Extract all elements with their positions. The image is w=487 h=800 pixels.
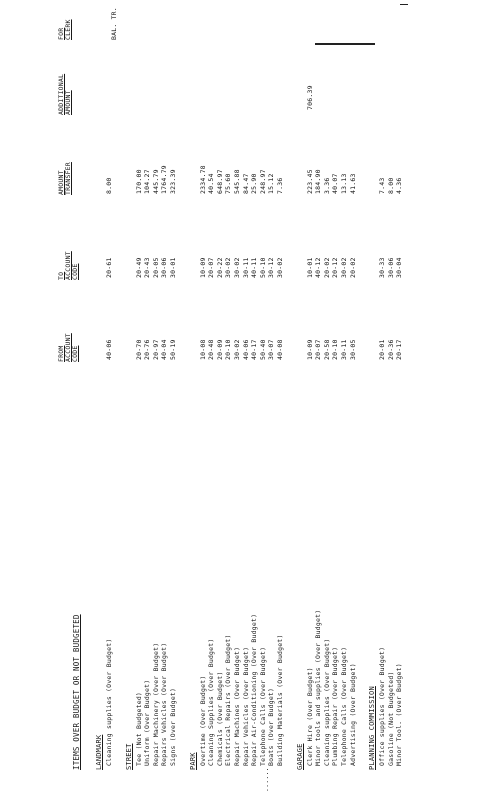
to-account-code: 20-43 (143, 257, 152, 278)
to-account-code: 20-02 (348, 257, 357, 278)
from-account-code: 20-36 (386, 339, 395, 360)
item-label: Building Materials (Over Budget) (276, 634, 284, 766)
item-label: Cleaning supplies (Over Budget) (322, 638, 331, 766)
item-label: Overtime (Over Budget) (198, 675, 207, 766)
to-account-code: 40-12 (314, 257, 323, 278)
section-heading: GARAGE (295, 743, 304, 770)
from-account-code: 20-48 (207, 339, 216, 360)
transfer-amount: 545.88 (233, 169, 241, 194)
section-heading: STREET (124, 743, 133, 770)
item-label: Electrical Repairs (Over Budget) (224, 634, 233, 766)
transfer-amount: 15.12 (267, 173, 276, 194)
from-account-code: 20-76 (143, 339, 152, 360)
from-account-code: 10-08 (198, 339, 207, 360)
section-heading: PLANNING COMMISSION (368, 686, 377, 770)
item-label: Tee (Not Budgeted) (134, 691, 143, 766)
header-to-code: TO ACCOUNT CODE (57, 251, 79, 280)
to-account-code: 30-33 (378, 257, 387, 278)
transfer-amount: 104.27 (143, 169, 152, 194)
item-label: Cleaning supplies (Over Budget) (105, 638, 113, 766)
to-account-code: 20-02 (322, 257, 331, 278)
header-for-clerk: FOR CLERK (57, 19, 72, 40)
item-label: Repair Vehicles (Over Budget) (241, 646, 250, 766)
footer-dots: ...... (262, 767, 270, 792)
item-label: Repairs Vehicles (Over Budget) (160, 642, 169, 766)
transfer-amount: 170.00 (134, 169, 143, 194)
from-account-code: 20-01 (378, 339, 387, 360)
transfer-amount: 4.36 (395, 177, 404, 194)
transfer-amount: 25.90 (250, 173, 259, 194)
to-account-code: 20-12 (331, 257, 340, 278)
transfer-amount: 445.79 (151, 169, 160, 194)
from-account-code: 20-10 (224, 339, 233, 360)
to-account-code: 10-09 (198, 257, 207, 278)
transfer-amount: 7.36 (276, 177, 284, 194)
from-account-code: 20-10 (331, 339, 340, 360)
transfer-amount: 248.97 (258, 169, 267, 194)
transfer-amount: 8.00 (386, 177, 395, 194)
from-account-code: 30-07 (267, 339, 276, 360)
from-account-code: 20-07 (314, 339, 323, 360)
transfer-amount: 13.13 (340, 173, 348, 194)
to-account-code: 30-02 (340, 257, 348, 278)
from-account-code: 30-11 (340, 339, 348, 360)
from-account-code: 30-02 (233, 339, 241, 360)
to-account-code: 30-02 (233, 257, 241, 278)
from-account-code: 50-19 (169, 339, 177, 360)
to-account-code: 20-07 (207, 257, 216, 278)
transfer-amount: 7.43 (378, 177, 387, 194)
section-heading: PARK (188, 752, 197, 770)
transfer-amount: 2334.78 (198, 165, 207, 194)
item-label: Repair Machines (Over Budget) (233, 646, 241, 766)
item-label: Minor Tool. (Over Budget) (395, 663, 404, 766)
balance-transfer-note: BAL. TR. (110, 7, 118, 40)
to-account-code: 30-12 (267, 257, 276, 278)
from-account-code: 20-09 (215, 339, 224, 360)
transfer-amount: 1764.79 (160, 165, 169, 194)
transfer-amount: 323.39 (169, 169, 177, 194)
from-account-code: 20-97 (151, 339, 160, 360)
item-label: Telephone Calls (Over Budget) (258, 646, 267, 766)
to-account-code: 20-61 (105, 257, 113, 278)
item-label: Repair Air-Conditioning (Over Budget) (250, 613, 259, 766)
from-account-code: 40-17 (250, 339, 259, 360)
to-account-code: 30-06 (386, 257, 395, 278)
from-account-code: 40-08 (276, 339, 284, 360)
to-account-code: 20-22 (215, 257, 224, 278)
page-title: ITEMS OVER BUDGET OR NOT BUDGETED (72, 614, 81, 770)
to-account-code: 30-01 (169, 257, 177, 278)
header-additional-amount: ADDITIONAL AMOUNT (57, 73, 72, 115)
item-label: Cleaning Supplies (Over Budget) (207, 638, 216, 766)
to-account-code: 20-05 (151, 257, 160, 278)
transfer-amount: 648.97 (215, 169, 224, 194)
item-label: Minor tools and supplies (Over Budget) (314, 609, 323, 766)
transfer-amount: 41.63 (348, 173, 357, 194)
item-label: Signs (Over Budget) (169, 687, 177, 766)
item-label: Advertising (Over Budget) (348, 663, 357, 766)
item-label: Clerk Hire (Over Budget) (305, 667, 314, 766)
transfer-amount: 3.36 (322, 177, 331, 194)
from-account-code: 10-09 (305, 339, 314, 360)
transfer-amount: 40.54 (207, 173, 216, 194)
to-account-code: 30-02 (276, 257, 284, 278)
to-account-code: 50-10 (258, 257, 267, 278)
item-label: Boats (Over Budget) (267, 687, 276, 766)
to-account-code: 30-02 (224, 257, 233, 278)
transfer-amount: 8.00 (105, 177, 113, 194)
from-account-code: 40-06 (105, 339, 113, 360)
item-label: Chemicals (Over Budget) (215, 671, 224, 766)
item-label: Repair Machinery (Over Budget) (151, 642, 160, 766)
additional-amount: 706.39 (305, 85, 314, 110)
to-account-code: 30-04 (395, 257, 404, 278)
from-account-code: 40-04 (160, 339, 169, 360)
scan-speck (400, 4, 408, 5)
from-account-code: 20-70 (134, 339, 143, 360)
item-label: Uniform (Over Budget) (143, 679, 152, 766)
header-amount-transfer: AMOUNT TRANSFER (57, 162, 72, 195)
from-account-code: 50-40 (258, 339, 267, 360)
header-from-code: FROM ACCOUNT CODE (57, 333, 79, 362)
to-account-code: 30-11 (241, 257, 250, 278)
transfer-amount: 75.60 (224, 173, 233, 194)
item-label: Plumbing Repair (Over Budget) (331, 646, 340, 766)
item-label: Telephone Calls (Over Budget) (340, 646, 348, 766)
section-heading: LANDMARK (95, 734, 103, 770)
to-account-code: 30-06 (160, 257, 169, 278)
from-account-code: 20-17 (395, 339, 404, 360)
to-account-code: 40-11 (250, 257, 259, 278)
transfer-amount: 223.45 (305, 169, 314, 194)
to-account-code: 20-49 (134, 257, 143, 278)
from-account-code: 30-05 (348, 339, 357, 360)
from-account-code: 40-06 (241, 339, 250, 360)
to-account-code: 10-01 (305, 257, 314, 278)
transfer-amount: 40.07 (331, 173, 340, 194)
item-label: Office supplies (Over Budget) (378, 646, 387, 766)
from-account-code: 20-58 (322, 339, 331, 360)
margin-rule (315, 43, 375, 45)
transfer-amount: 184.90 (314, 169, 323, 194)
item-label: Gasoline (Not Budgeted) (386, 671, 395, 766)
transfer-amount: 84.47 (241, 173, 250, 194)
